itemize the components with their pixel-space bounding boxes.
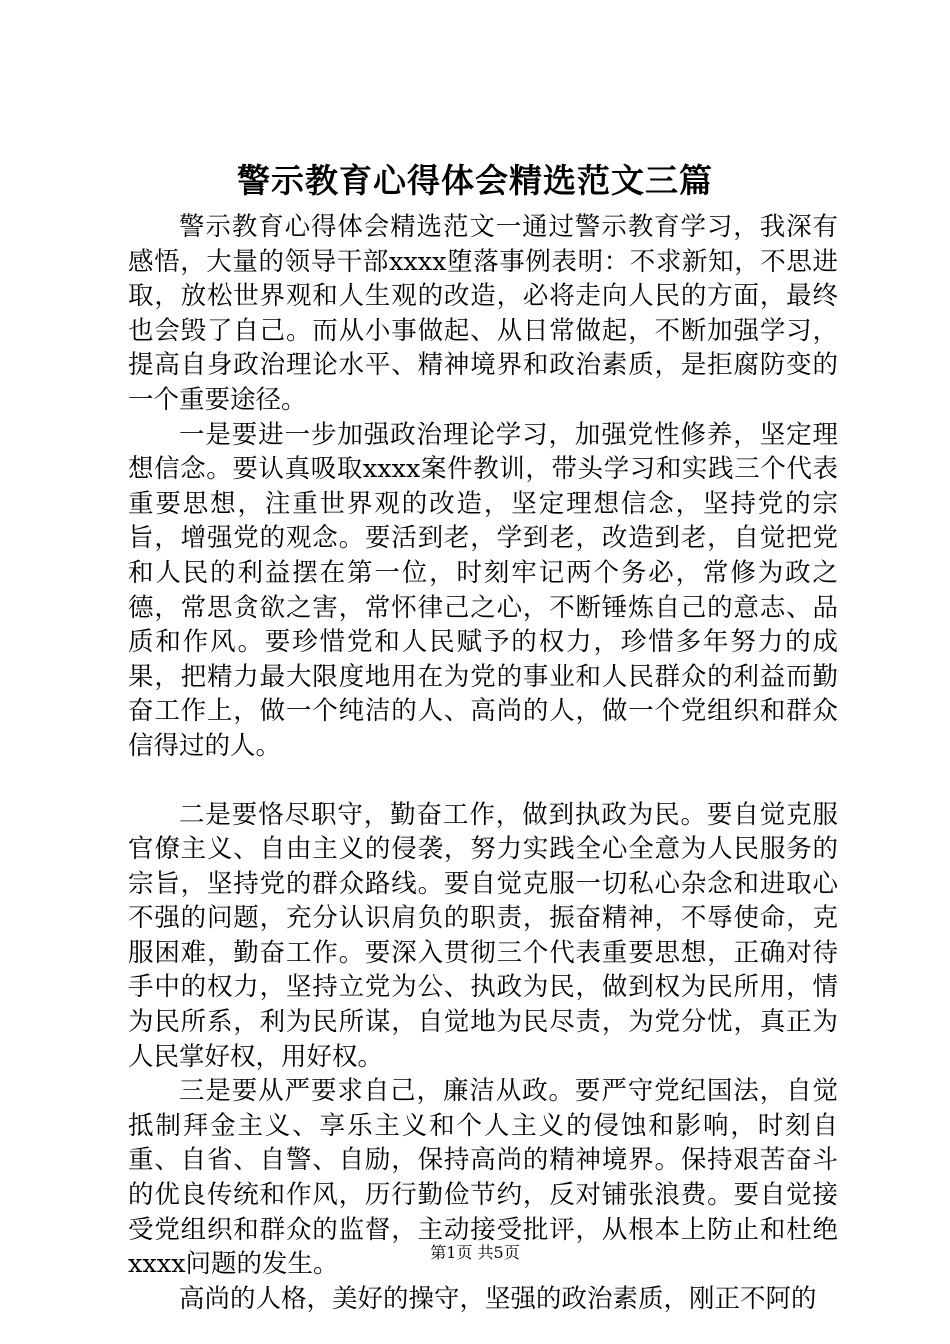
paragraph-closing: 高尚的人格，美好的操守，坚强的政治素质，刚正不阿的 — [179, 1283, 817, 1314]
page-footer: 第1页 共5页 — [430, 1243, 520, 1262]
document-title: 警示教育心得体会精选范文三篇 — [237, 161, 713, 200]
document-body — [128, 210, 838, 1316]
paragraph-intro: 警示教育心得体会精选范文一通过警示教育学习，我深有感悟，大量的领导干部xxxx堕落事例表明：不求新知，不思进取，放松世界观和人生观的改造，必将走向人民的方面，最终也会毁了自己。而从小事做起、从日常做起，不断加强学习，提高自身政治理论水平、精神境界和政治素质，是拒腐防变的一个重要途径。 — [128, 212, 838, 415]
paragraph-point-three: 三是要从严要求自己，廉洁从政。要严守党纪国法，自觉抵制拜金主义、享乐主义和个人主义的侵蚀和影响，时刻自重、自省、自警、自励，保持高尚的精神境界。保持艰苦奋斗的优良传统和作风，历行勤俭节约，反对铺张浪费。要自觉接受党组织和群众的监督，主动接受批评，从根本上防止和杜绝xxxx问题的发生。 — [128, 1076, 838, 1280]
paragraph-point-one: 一是要进一步加强政治理论学习，加强党性修养，坚定理想信念。要认真吸取xxxx案件教训，带头学习和实践三个代表重要思想，注重世界观的改造，坚定理想信念，坚持党的宗旨，增强党的观念。要活到老，学到老，改造到老，自觉把党和人民的利益摆在第一位，时刻牢记两个务必，常修为政之德，常思贪欲之害，常怀律己之心，不断锤炼自己的意志、品质和作风。要珍惜党和人民赋予的权力，珍惜多年努力的成果，把精力最大限度地用在为党的事业和人民群众的利益而勤奋工作上，做一个纯洁的人、高尚的人，做一个党组织和群众信得过的人。 — [128, 419, 838, 761]
paragraph-point-two: 二是要恪尽职守，勤奋工作，做到执政为民。要自觉克服官僚主义、自由主义的侵袭，努力实践全心全意为人民服务的宗旨，坚持党的群众路线。要自觉克服一切私心杂念和进取心不强的问题，充分认识肩负的职责，振奋精神，不辱使命，克服困难，勤奋工作。要深入贯彻三个代表重要思想，正确对待手中的权力，坚持立党为公、执政为民，做到权为民所用，情为民所系，利为民所谋，自觉地为民尽责，为党分忧，真正为人民掌好权，用好权。 — [128, 799, 838, 1072]
